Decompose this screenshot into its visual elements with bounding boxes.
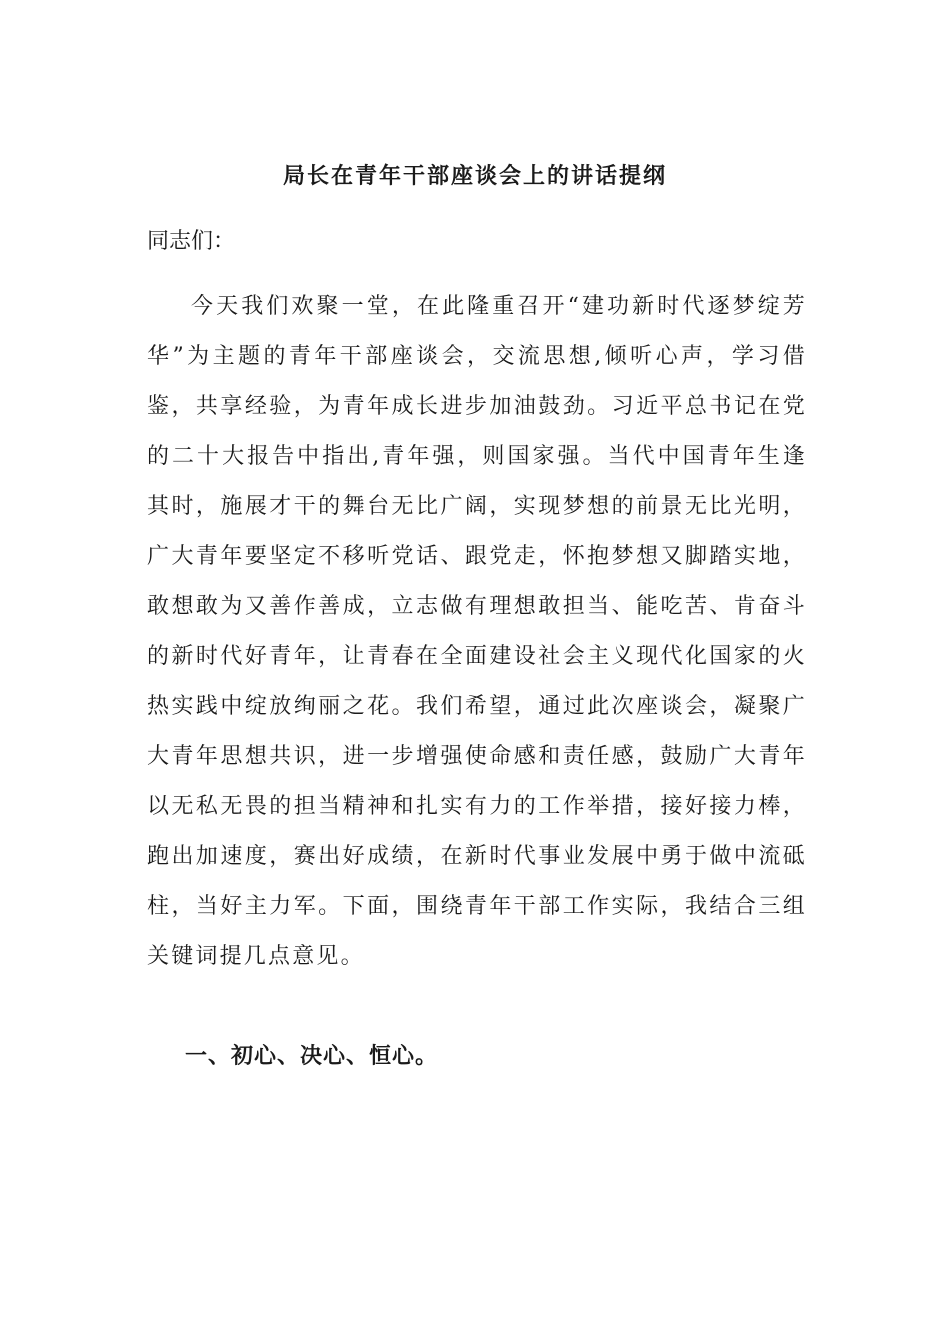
salutation: 同志们： [147, 229, 236, 254]
section-heading: 一、初心、决心、恒心。 [185, 1043, 439, 1069]
body-paragraph: 今天我们欢聚一堂，在此隆重召开“建功新时代逐梦绽芳华”为主题的青年干部座谈会，交流思想,倾听心声，学习借鉴，共享经验，为青年成长进步加油鼓劲。习近平总书记在党的二十大报告中指出,青年强，则国家强。当代中国青年生逢其时，施展才干的舞台无比广阔，实现梦想的前景无比光明，广大青年要坚定不移听党话、跟党走，怀抱梦想又脚踏实地，敢想敢为又善作善成，立志做有理想敢担当、能吃苦、肯奋斗的新时代好青年，让青春在全面建设社会主义现代化国家的火热实践中绽放绚丽之花。我们希望，通过此次座谈会，凝聚广大青年思想共识，进一步增强使命感和责任感，鼓励广大青年以无私无畏的担当精神和扎实有力的工作举措，接好接力棒，跑出加速度，赛出好成绩，在新时代事业发展中勇于做中流砥柱，当好主力军。下面，围绕青年干部工作实际，我结合三组关键词提几点意见。 [147, 294, 807, 969]
document-title: 局长在青年干部座谈会上的讲话提纲 [282, 163, 667, 189]
